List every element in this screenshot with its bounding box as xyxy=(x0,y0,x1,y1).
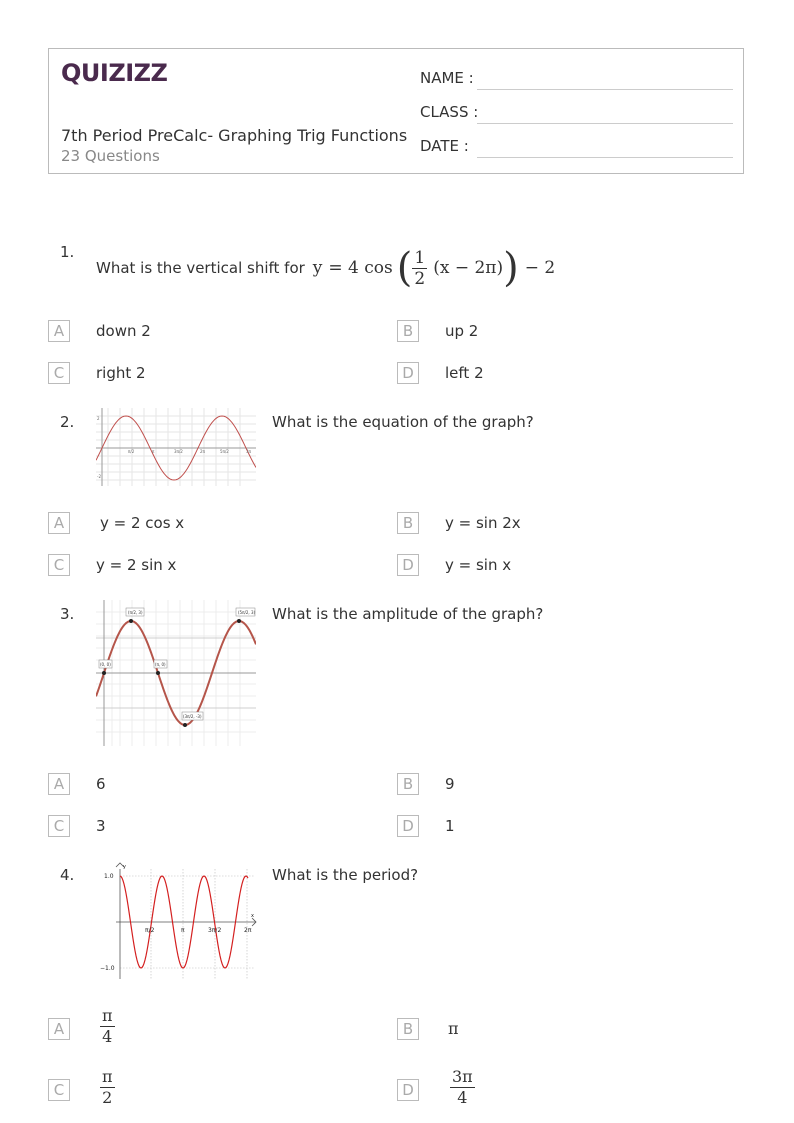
question-number: 4. xyxy=(60,866,75,884)
axis-y-label: y xyxy=(123,864,126,870)
question-text: What is the vertical shift for xyxy=(96,259,305,277)
tick-pi: π xyxy=(181,927,185,934)
equation-y: y xyxy=(312,258,323,278)
option-c[interactable]: y = 2 sin x xyxy=(96,556,177,574)
option-d[interactable]: left 2 xyxy=(445,364,484,382)
tick-3pi-half: 3π/2 xyxy=(174,449,183,454)
label-origin: (0, 0) xyxy=(100,662,111,667)
option-c-fraction xyxy=(100,1067,115,1108)
tick-pi-half: π/2 xyxy=(145,927,155,934)
option-b[interactable]: up 2 xyxy=(445,322,479,340)
equation-inner: (x − 2π) xyxy=(433,258,504,278)
question-text: What is the period? xyxy=(272,866,419,884)
fraction-numerator: 3π xyxy=(452,1067,473,1086)
point-max-2 xyxy=(237,619,241,623)
paren-close: ) xyxy=(503,245,519,291)
option-letter-b[interactable]: B xyxy=(397,512,419,534)
option-d[interactable] xyxy=(450,1067,475,1108)
fraction-denominator: 2 xyxy=(414,268,426,289)
label-zero: (π, 0) xyxy=(155,662,166,667)
option-letter-b[interactable]: B xyxy=(397,773,419,795)
cosine-graph-q4 xyxy=(96,861,260,981)
question-number: 3. xyxy=(60,605,75,623)
option-letter-d[interactable]: D xyxy=(397,815,419,837)
option-letter-b[interactable]: B xyxy=(397,1018,419,1040)
option-letter-d[interactable]: D xyxy=(397,362,419,384)
option-d-fraction xyxy=(450,1067,475,1108)
name-field[interactable] xyxy=(477,89,733,90)
option-a[interactable]: down 2 xyxy=(96,322,151,340)
question-number: 1. xyxy=(60,243,75,261)
option-a-fraction xyxy=(100,1006,115,1047)
tick-pi: π xyxy=(152,449,155,454)
point-zero xyxy=(156,671,160,675)
question-number: 2. xyxy=(60,413,75,431)
option-c[interactable] xyxy=(100,1067,115,1108)
question-count: 23 Questions xyxy=(61,147,160,165)
option-b[interactable]: π xyxy=(448,1019,459,1038)
name-label: NAME : xyxy=(420,69,474,87)
tick-y-2: 2 xyxy=(97,416,100,421)
fraction-numerator: π xyxy=(102,1006,113,1025)
question-text: What is the equation of the graph? xyxy=(272,413,534,431)
option-letter-b[interactable]: B xyxy=(397,320,419,342)
class-label: CLASS : xyxy=(420,103,479,121)
fraction-numerator: π xyxy=(102,1067,113,1086)
fraction-denominator: 2 xyxy=(102,1088,113,1107)
option-b[interactable]: y = sin 2x xyxy=(445,514,521,532)
label-max-1: (π/2, 3) xyxy=(128,610,143,615)
fraction-denominator: 4 xyxy=(102,1027,113,1046)
equation-eq: = 4 cos xyxy=(328,258,393,278)
equation-fraction xyxy=(412,248,427,289)
option-letter-d[interactable]: D xyxy=(397,554,419,576)
tick-y-neg1: −1.0 xyxy=(100,965,115,972)
tick-pi-half: π/2 xyxy=(128,449,135,454)
option-letter-c[interactable]: C xyxy=(48,362,70,384)
point-origin xyxy=(102,671,106,675)
tick-y-neg2: -2 xyxy=(97,474,101,479)
option-letter-a[interactable]: A xyxy=(48,512,70,534)
option-letter-a[interactable]: A xyxy=(48,320,70,342)
option-letter-c[interactable]: C xyxy=(48,1079,70,1101)
tick-5pi-half: 5π/2 xyxy=(220,449,229,454)
label-max-2: (5π/2, 3) xyxy=(238,610,256,615)
option-letter-c[interactable]: C xyxy=(48,554,70,576)
date-field[interactable] xyxy=(477,157,733,158)
point-min xyxy=(183,723,187,727)
tick-y-1: 1.0 xyxy=(104,873,114,880)
sine-graph-q3 xyxy=(96,600,256,746)
option-a[interactable]: 6 xyxy=(96,775,106,793)
worksheet-header xyxy=(48,48,744,174)
quizizz-logo: QUIZIZZ xyxy=(61,59,168,87)
point-max-1 xyxy=(129,619,133,623)
question-text: What is the amplitude of the graph? xyxy=(272,605,544,623)
option-letter-a[interactable]: A xyxy=(48,773,70,795)
question-1 xyxy=(96,245,555,291)
axis-x-label: x xyxy=(251,913,254,919)
paren-open: ( xyxy=(396,245,413,291)
option-a[interactable]: y = 2 cos x xyxy=(100,514,185,532)
option-c[interactable]: 3 xyxy=(96,817,106,835)
option-letter-c[interactable]: C xyxy=(48,815,70,837)
tick-2pi: 2π xyxy=(200,449,205,454)
option-d[interactable]: 1 xyxy=(445,817,455,835)
fraction-denominator: 4 xyxy=(457,1088,468,1107)
option-c[interactable]: right 2 xyxy=(96,364,146,382)
fraction-numerator: 1 xyxy=(414,247,426,268)
tick-3pi: 3π xyxy=(246,449,251,454)
option-b[interactable]: 9 xyxy=(445,775,455,793)
tick-2pi: 2π xyxy=(244,927,252,934)
option-a[interactable] xyxy=(100,1006,115,1047)
tick-3pi-half: 3π/2 xyxy=(208,927,222,934)
option-d[interactable]: y = sin x xyxy=(445,556,512,574)
worksheet-title: 7th Period PreCalc- Graphing Trig Functions xyxy=(61,126,408,145)
label-min: (3π/2, -3) xyxy=(183,714,202,719)
option-letter-a[interactable]: A xyxy=(48,1018,70,1040)
equation-tail: − 2 xyxy=(524,258,556,278)
sine-graph-q2 xyxy=(96,408,256,486)
option-letter-d[interactable]: D xyxy=(397,1079,419,1101)
date-label: DATE : xyxy=(420,137,469,155)
class-field[interactable] xyxy=(477,123,733,124)
